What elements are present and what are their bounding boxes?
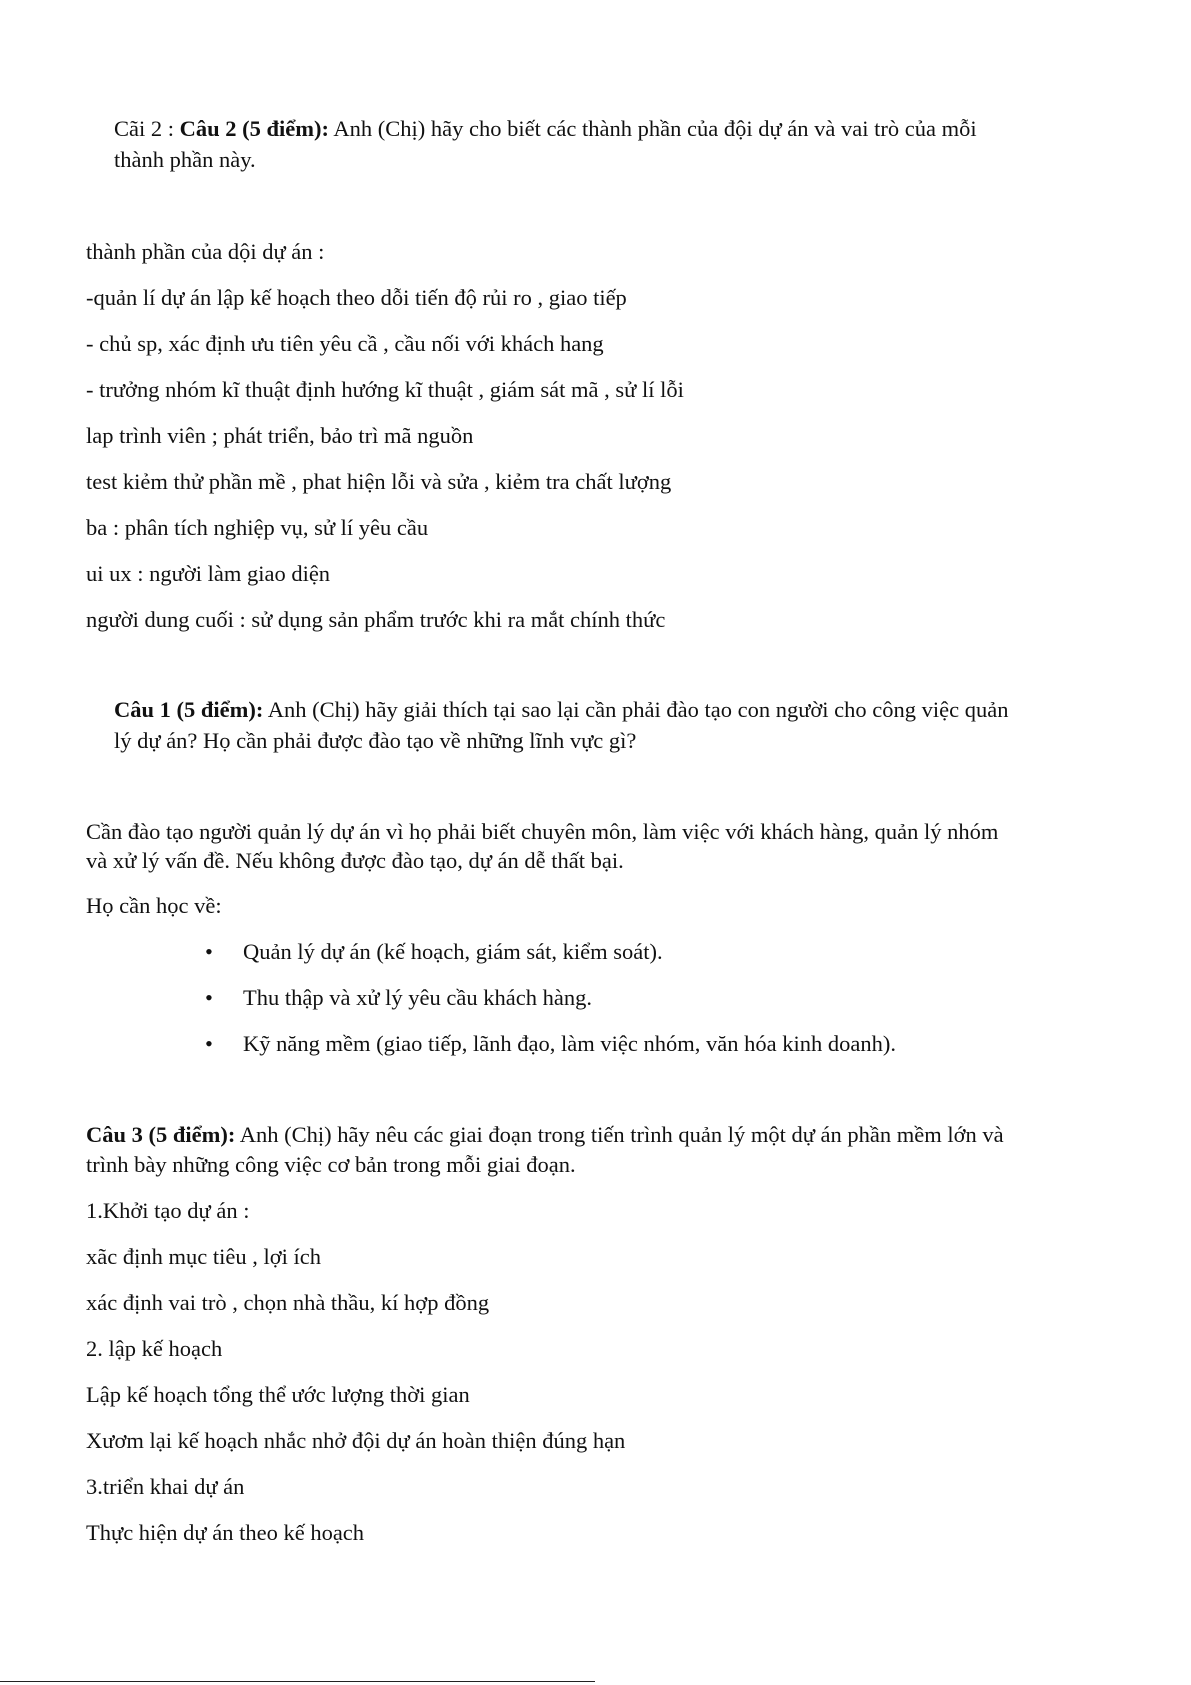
bullet-text: Thu thập và xử lý yêu cầu khách hàng. (243, 985, 592, 1010)
question-1-label: Câu 1 (5 điểm): (114, 697, 264, 722)
learn-intro: Họ cần học về: (86, 893, 222, 918)
question-2-prefix: Cãi 2 : (114, 116, 180, 141)
answer-line: - trưởng nhóm kĩ thuật định hướng kĩ thuật , giám sát mã , sử lí lỗi (86, 377, 684, 402)
answer-line: thành phần của dội dự án : (86, 239, 325, 264)
question-1-text: Anh (Chị) hãy giải thích tại sao lại cần phải đào tạo con người cho công việc quản (263, 697, 1009, 722)
answer-line: người dung cuối : sử dụng sản phẩm trước khi ra mắt chính thức (86, 607, 666, 632)
question-2-label: Câu 2 (5 điểm): (179, 116, 329, 141)
answer-line: Xươm lại kế hoạch nhắc nhở đội dự án hoàn thiện đúng hạn (86, 1428, 626, 1453)
answer-line: ba : phân tích nghiệp vụ, sử lí yêu cầu (86, 515, 429, 540)
question-3-label: Câu 3 (5 điểm): (86, 1122, 236, 1147)
question-3-heading (86, 1120, 1004, 1150)
answer-line: xác định vai trò , chọn nhà thầu, kí hợp đồng (86, 1290, 490, 1315)
answer-line: 3.triển khai dự án (86, 1474, 245, 1499)
bullet-icon: • (205, 985, 213, 1010)
answer-line: Thực hiện dự án theo kế hoạch (86, 1520, 365, 1545)
bullet-icon: • (205, 939, 213, 964)
question-2-text: Anh (Chị) hãy cho biết các thành phần của đội dự án và vai trò của mỗi (328, 116, 977, 141)
answer-line: ui ux : người làm giao diện (86, 561, 331, 586)
answer-line: 1.Khởi tạo dự án : (86, 1198, 250, 1223)
answer-line: 2. lập kế hoạch (86, 1336, 223, 1361)
answer-line: -quản lí dự án lập kế hoạch theo dỗi tiến độ rủi ro , giao tiếp (86, 285, 627, 310)
bullet-text: Kỹ năng mềm (giao tiếp, lãnh đạo, làm việc nhóm, văn hóa kinh doanh). (243, 1031, 896, 1056)
answer-line: xãc định mục tiêu , lợi ích (86, 1244, 321, 1269)
answer-paragraph-line: và xử lý vấn đề. Nếu không được đào tạo, dự án dễ thất bại. (86, 848, 624, 873)
answer-line: test kiẻm thử phần mề , phat hiện lỗi và sửa , kiẻm tra chất lượng (86, 469, 672, 494)
question-1-heading (114, 695, 1009, 725)
question-3-text: Anh (Chị) hãy nêu các giai đoạn trong tiến trình quản lý một dự án phần mềm lớn và (235, 1122, 1004, 1147)
answer-line: lap trình viên ; phát triển, bảo trì mã nguồn (86, 423, 474, 448)
bullet-icon: • (205, 1031, 213, 1056)
question-2-heading (114, 114, 977, 144)
answer-line: Lập kế hoạch tổng thể ước lượng thời gian (86, 1382, 470, 1407)
question-3-text-cont: trình bày những công việc cơ bản trong mỗi giai đoạn. (86, 1152, 576, 1177)
answer-line: - chủ sp, xác định ưu tiên yêu cầ , cầu nối với khách hang (86, 331, 604, 356)
answer-paragraph-line: Cần đào tạo người quản lý dự án vì họ phải biết chuyên môn, làm việc với khách hàng, quản lý nhóm (86, 819, 999, 844)
question-1-text-cont: lý dự án? Họ cần phải được đào tạo về những lĩnh vực gì? (114, 728, 637, 753)
question-2-text-cont: thành phần này. (114, 147, 256, 172)
bullet-text: Quản lý dự án (kế hoạch, giám sát, kiểm soát). (243, 939, 663, 964)
page-bottom-rule (0, 1681, 595, 1682)
